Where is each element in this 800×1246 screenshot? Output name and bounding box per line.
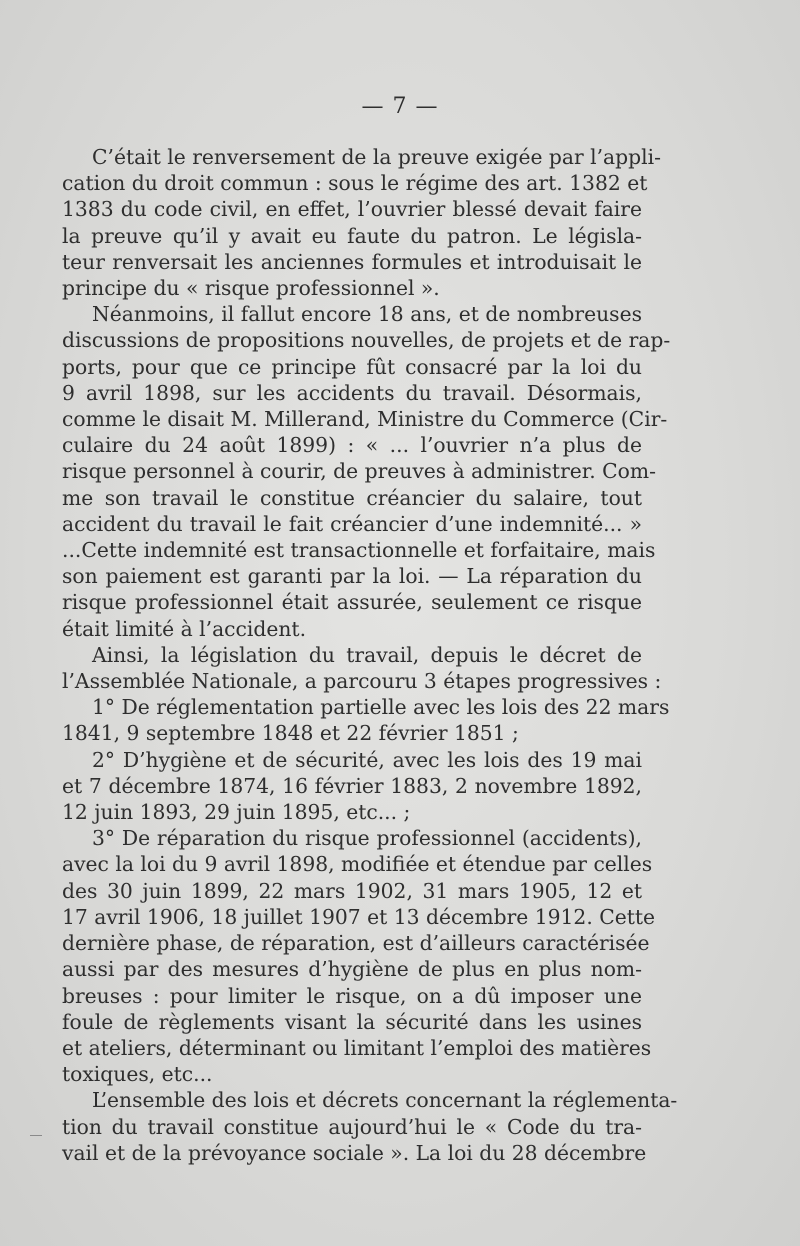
text-line: vail et de la prévoyance sociale ». La loi du 28 décembre (62, 1140, 647, 1165)
text-line: l’Assemblée Nationale, a parcouru 3 étapes progressives : (62, 669, 662, 694)
text-line: risque professionnel était assurée, seulement ce risque (62, 590, 642, 615)
page-number: — 7 — (361, 94, 439, 119)
text-line: accident du travail le fait créancier d’une indemnité... » (62, 511, 642, 536)
text-line: ports, pour que ce principe fût consacré par la loi du (62, 354, 642, 379)
text-line: 3° De réparation du risque professionnel (accidents), (92, 826, 642, 851)
text-line: C’était le renversement de la preuve exigée par l’appli- (92, 145, 661, 169)
paragraph-1 (62, 144, 661, 301)
text-line: L’ensemble des lois et décrets concernant la réglementa- (92, 1088, 678, 1113)
text-line: Ainsi, la législation du travail, depuis le décret de (92, 642, 642, 667)
text-line: 1841, 9 septembre 1848 et 22 février 1851 ; (62, 721, 519, 746)
text-line: Néanmoins, il fallut encore 18 ans, et de nombreuses (92, 302, 642, 327)
paragraph-6 (62, 825, 656, 1087)
text-line: la preuve qu’il y avait eu faute du patron. Le législa- (62, 223, 642, 248)
text-line: cation du droit commun : sous le régime des art. 1382 et (62, 171, 648, 196)
text-line: 9 avril 1898, sur les accidents du travail. Désormais, (62, 380, 642, 405)
paragraph-4 (62, 694, 670, 746)
text-line: dernière phase, de réparation, est d’ailleurs caractérisée (62, 931, 650, 956)
text-line: 2° D’hygiène et de sécurité, avec les lois des 19 mai (92, 747, 642, 772)
text-line: avec la loi du 9 avril 1898, modifiée et étendue par celles (62, 852, 653, 877)
text-line: tion du travail constitue aujourd’hui le « Code du tra- (62, 1114, 642, 1139)
text-line: toxiques, etc... (62, 1062, 213, 1087)
text-line: son paiement est garanti par la loi. — La réparation du (62, 564, 642, 589)
text-line: des 30 juin 1899, 22 mars 1902, 31 mars 1905, 12 et (62, 878, 642, 903)
text-line: principe du « risque professionnel ». (62, 276, 440, 301)
paragraph-2 (62, 301, 671, 642)
body-text (62, 144, 678, 1166)
text-line: 1383 du code civil, en effet, l’ouvrier blessé devait faire (62, 197, 642, 222)
text-line: risque personnel à courir, de preuves à administrer. Com- (62, 459, 656, 484)
text-line: discussions de propositions nouvelles, de projets et de rap- (62, 328, 671, 353)
text-line: culaire du 24 août 1899) : « ... l’ouvrier n’a plus de (62, 433, 642, 458)
text-line: aussi par des mesures d’hygiène de plus en plus nom- (62, 957, 642, 982)
text-line: 17 avril 1906, 18 juillet 1907 et 13 décembre 1912. Cette (62, 904, 656, 929)
text-line: ...Cette indemnité est transactionnelle et forfaitaire, mais (62, 538, 656, 563)
margin-mark (30, 1135, 42, 1136)
text-line: teur renversait les anciennes formules et introduisait le (62, 249, 642, 274)
paragraph-5 (62, 747, 642, 826)
text-line: breuses : pour limiter le risque, on a dû imposer une (62, 983, 642, 1008)
text-line: comme le disait M. Millerand, Ministre du Commerce (Cir- (62, 407, 668, 432)
text-line: foule de règlements visant la sécurité dans les usines (62, 1009, 642, 1034)
text-line: et 7 décembre 1874, 16 février 1883, 2 novembre 1892, (62, 773, 642, 798)
text-line: était limité à l’accident. (62, 616, 307, 641)
text-line: 1° De réglementation partielle avec les lois des 22 mars (92, 695, 670, 720)
paragraph-3 (62, 642, 662, 694)
text-line: 12 juin 1893, 29 juin 1895, etc... ; (62, 800, 411, 825)
paragraph-7 (62, 1087, 678, 1166)
text-line: et ateliers, déterminant ou limitant l’emploi des matières (62, 1035, 652, 1060)
text-line: me son travail le constitue créancier du salaire, tout (62, 485, 642, 510)
